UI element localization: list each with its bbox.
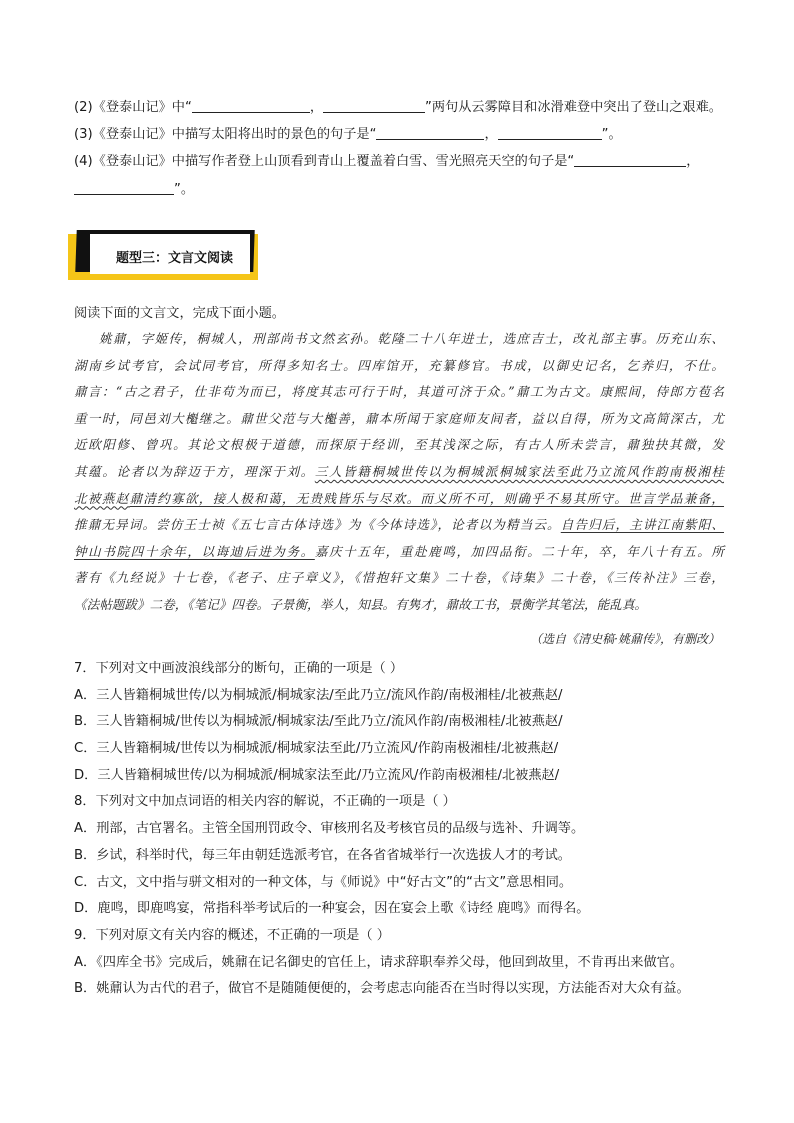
passage-line: 钟山书院四十余年，以诲迪后进为务。嘉庆十五年，重赴鹿鸣，加四品衔。二十年，卒，年八十有五。所	[74, 543, 725, 559]
passage-line	[74, 486, 724, 513]
reading-instruction: 阅读下面的文言文，完成下面小题。	[74, 306, 285, 321]
option-7c[interactable]: C．三人皆籍桐城/世传以为桐城派/桐城家法至此/乃立流风/作韵南极湘桂/北被燕赵/	[74, 741, 559, 757]
fill-question-3: (3)《登泰山记》中描写太阳将出时的景色的句子是“ ， ”。	[74, 127, 622, 142]
section-banner	[68, 230, 258, 282]
passage-line: 推鼐无异词。尝仿王士祯《五七言古体诗选》为《今体诗选》，论者以为精当云。自告归后，主讲江南紫阳、	[74, 517, 724, 533]
underlined-text: 钟山书院四十余年，以诲迪后进为务。	[74, 543, 315, 559]
option-8b[interactable]: B．乡试，科举时代，每三年由朝廷选派考官，在各省省城举行一次选拔人才的考试。	[74, 847, 571, 863]
fill-question-4: (4)《登泰山记》中描写作者登上山顶看到青山上覆盖着白雪、雪光照亮天空的句子是“ ，	[74, 154, 700, 169]
fill-question-2: (2)《登泰山记》中“ ， ”两句从云雾障目和冰滑难登中突出了登山之艰难。	[74, 100, 722, 115]
answer-blank[interactable]	[74, 180, 174, 195]
section-title: 题型三：文言文阅读	[116, 251, 234, 266]
answer-blank[interactable]	[498, 125, 602, 140]
option-9a[interactable]: A．《四库全书》完成后，姚鼐在记名御史的官任上，请求辞职奉养父母，他回到故里，不肯再出来做官。	[74, 954, 684, 970]
answer-blank[interactable]	[192, 98, 310, 113]
question-list	[74, 656, 690, 1003]
passage-line: 《法帖题跋》二卷，《笔记》四卷。子景衡，举人，知县。有隽才，鼐故工书，景衡学其笔法，能乱真。	[74, 596, 648, 612]
underlined-text: 自告归后，主讲江南紫阳、	[560, 517, 724, 533]
passage-line: 湖南乡试考官，会试同考官，所得多知名士。四库馆开，充纂修官。书成，以御史记名，乞养归，不仕。	[74, 357, 724, 373]
option-9b[interactable]: B．姚鼐认为古代的君子，做官不是随随便便的，会考虑志向能否在当时得以实现，方法能否对大众有益。	[74, 981, 690, 997]
option-7d[interactable]: D．三人皆籍桐城世传/以为桐城派/桐城家法至此/乃立流风/作韵南极湘桂/北被燕赵/	[74, 767, 560, 783]
option-7b[interactable]: B．三人皆籍桐城/世传以为桐城派/桐城家法/至此乃立/流风作韵/南极湘桂/北被燕赵/	[74, 714, 563, 730]
option-8a[interactable]: A．刑部，古官署名。主管全国刑罚政令、审核刑名及考核官员的品级与选补、升调等。	[74, 821, 585, 837]
wavy-underlined-text: 北被燕赵	[74, 490, 130, 506]
passage-line: 著有《九经说》十七卷，《老子、庄子章义》，《惜抱轩文集》二十卷，《诗集》二十卷，《三传补注》三卷，	[74, 570, 724, 586]
classical-passage	[74, 326, 724, 619]
option-8c[interactable]: C．古文，文中指与骈文相对的一种文体，与《师说》中“好古文”的“古文”意思相同。	[74, 874, 573, 890]
fill-question-4-cont: ”。	[74, 180, 194, 198]
passage-line: 其蕴。论者以为辞迈于方，理深于刘。三人皆籍桐城世传以为桐城派桐城家法至此乃立流风作韵南极湘桂	[74, 463, 725, 479]
option-7a[interactable]: A．三人皆籍桐城世传/以为桐城派/桐城家法/至此乃立/流风作韵/南极湘桂/北被燕赵/	[74, 687, 563, 703]
answer-blank[interactable]	[323, 98, 425, 113]
answer-blank[interactable]	[376, 125, 484, 140]
question-7-stem: 7．下列对文中画波浪线部分的断句，正确的一项是（ ）	[74, 661, 404, 676]
passage-line: 鼐言：“古之君子，仕非苟为而已，将度其志可行于时，其道可济于众。”鼐工为古文。康熙间，侍郎方苞名	[74, 384, 724, 400]
question-8-stem: 8．下列对文中加点词语的相关内容的解说，不正确的一项是（ ）	[74, 794, 456, 810]
answer-blank[interactable]	[574, 152, 686, 167]
passage-line: 重一时，同邑刘大櫆继之。鼐世父范与大櫆善，鼐本所闻于家庭师友间者，益以自得，所为文高简深古，尤	[74, 410, 724, 426]
passage-line: 近欧阳修、曾巩。其论文根极于道德，而探原于经训，至其浅深之际，有古人所未尝言，鼐独抉其微，发	[74, 437, 724, 453]
underlined-text: 鼐清约寡欲，接人极和蔼，无贵贱皆乐与尽欢。而义所不可，则确乎不易其所守。世言学品兼备，	[129, 490, 725, 506]
wavy-underlined-text: 三人皆籍桐城世传以为桐城派桐城家法至此乃立流风作韵南极湘桂	[314, 463, 725, 479]
option-8d[interactable]: D．鹿鸣，即鹿鸣宴，常指科举考试后的一种宴会，因在宴会上歌《诗经 鹿鸣》而得名。	[74, 901, 590, 917]
passage-source: （选自《清史稿·姚鼐传》，有删改）	[530, 632, 720, 646]
question-9-stem: 9．下列对原文有关内容的概述，不正确的一项是（ ）	[74, 927, 390, 943]
passage-line: 姚鼐，字姬传，桐城人，刑部尚书文然玄孙。乾隆二十八年进士，选庶吉士，改礼部主事。历充山东、	[99, 331, 724, 346]
